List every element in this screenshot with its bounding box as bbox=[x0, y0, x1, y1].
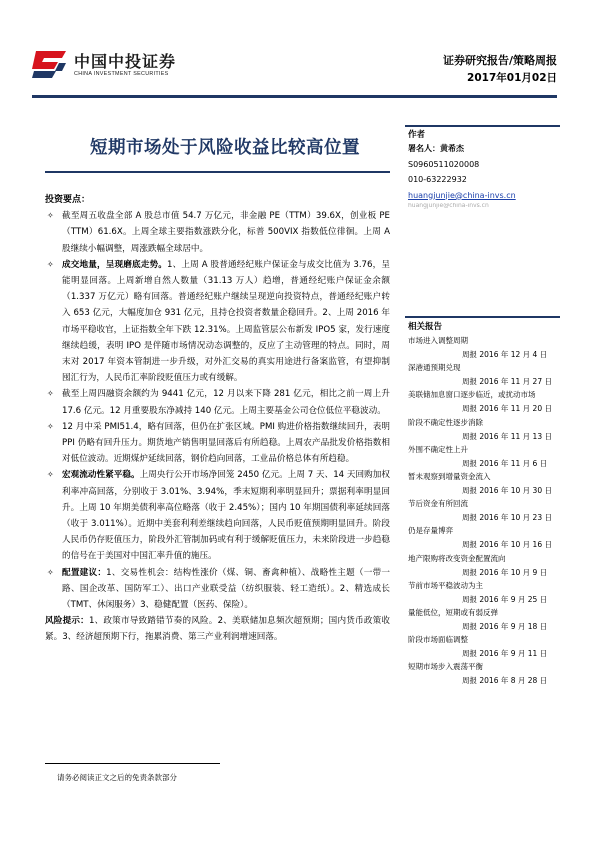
related-report-date: 周报 2016 年 10 月 23 日 bbox=[462, 513, 552, 523]
related-report-date: 周报 2016 年 9 月 25 日 bbox=[462, 594, 548, 604]
key-point-item bbox=[45, 419, 390, 468]
bullet-star-icon: ✧ bbox=[47, 211, 54, 221]
related-report-title: 美联储加息窗口逐步临近，或扰动市场 bbox=[408, 390, 536, 400]
related-report-title: 节前市场平稳波动为主 bbox=[408, 580, 483, 590]
related-report-item[interactable] bbox=[408, 498, 558, 525]
related-report-title: 外围不确定性上升 bbox=[408, 444, 468, 454]
related-report-date: 周报 2016 年 10 月 9 日 bbox=[462, 567, 548, 577]
related-report-item[interactable] bbox=[408, 580, 558, 607]
risk-label: 风险提示： bbox=[45, 616, 89, 627]
key-point-text: 上周央行公开市场净回笼 2450 亿元。上周 7 天、14 天回购加权利率冲高回落，分别收于 3.01%、3.94%，季末短期利率明显回升；票据利率明显回升。上周 10 年期美债利率高位略落（收于 2.45%）；国内 10 年期国债利率延续回落（收于 3.011%）。近期中美套利利差继续趋向回落，人民币贬值预期明显回升。阶段人民币仍存贬值压力，阶段外汇管制加码或有利于缓解贬值压力，未来阶段进一步趋稳的信号在于美国对中国汇率升值的施压。 bbox=[62, 470, 390, 562]
related-report-date: 周报 2016 年 10 月 30 日 bbox=[462, 485, 552, 495]
risk-warning bbox=[45, 613, 390, 645]
related-report-title: 暂未观察到增量资金流入 bbox=[408, 471, 491, 481]
footer-disclaimer: 请务必阅读正文之后的免责条款部分 bbox=[57, 773, 177, 782]
bullet-star-icon: ✧ bbox=[47, 470, 54, 480]
related-report-item[interactable] bbox=[408, 525, 558, 552]
related-report-item[interactable] bbox=[408, 389, 558, 416]
related-report-item[interactable] bbox=[408, 553, 558, 580]
report-title: 短期市场处于风险收益比较高位置 bbox=[90, 138, 360, 158]
risk-text: 1、政策市导致踏错节奏的风险。2、美联储加息频次超预期；国内货币政策收紧。3、经济超预期下行，拖累消费、第三产业利润增速回落。 bbox=[45, 616, 390, 643]
bullet-star-icon: ✧ bbox=[47, 421, 54, 431]
key-point-item bbox=[45, 257, 390, 387]
related-report-item[interactable] bbox=[408, 661, 558, 688]
related-report-date: 周报 2016 年 11 月 27 日 bbox=[462, 377, 552, 387]
related-report-title: 仍是存量博弈 bbox=[408, 526, 453, 536]
key-point-lead: 配置建议： bbox=[62, 567, 107, 578]
related-report-title: 量能低位，短期或有弱反弹 bbox=[408, 607, 498, 617]
key-point-item bbox=[45, 565, 390, 614]
related-heading: 相关报告 bbox=[408, 322, 443, 332]
related-report-date: 周报 2016 年 9 月 11 日 bbox=[462, 649, 548, 659]
author-heading: 作者 bbox=[408, 130, 426, 140]
related-report-date: 周报 2016 年 10 月 16 日 bbox=[462, 540, 552, 550]
company-logo-icon bbox=[32, 49, 68, 79]
author-phone: 010-63222932 bbox=[408, 175, 467, 184]
author-email-link[interactable]: huangjunjie@china-invs.cn bbox=[408, 190, 516, 200]
related-report-item[interactable] bbox=[408, 444, 558, 471]
key-point-lead: 宏观流动性紧平稳。 bbox=[62, 470, 140, 481]
report-type: 证券研究报告/策略周报 bbox=[442, 54, 557, 67]
report-date: 2017年01月02日 bbox=[467, 72, 557, 84]
related-report-item[interactable] bbox=[408, 607, 558, 634]
related-report-title: 阶段市场面临调整 bbox=[408, 635, 468, 645]
key-point-text: 1、交易性机会：结构性涨价（煤、铜、畜禽种植）、战略性主题（一带一路、国企改革、国防军工）、出口产业联受益（纺织服装、轻工造纸）。2、精选成长（TMT、休闲服务）3、稳健配置（医药、保险）。 bbox=[62, 567, 390, 611]
key-points-heading: 投资要点： bbox=[45, 195, 91, 205]
key-points-list bbox=[45, 208, 390, 613]
footer-rule bbox=[45, 763, 220, 764]
related-report-item[interactable] bbox=[408, 335, 558, 362]
key-point-item bbox=[45, 467, 390, 564]
related-report-item[interactable] bbox=[408, 362, 558, 389]
related-report-item[interactable] bbox=[408, 634, 558, 661]
related-report-date: 周报 2016 年 11 月 6 日 bbox=[462, 458, 548, 468]
main-content bbox=[45, 192, 390, 646]
related-report-date: 周报 2016 年 12 月 4 日 bbox=[462, 350, 548, 359]
bullet-star-icon: ✧ bbox=[47, 259, 54, 269]
related-report-title: 地产限购将改变资金配置流向 bbox=[408, 553, 506, 563]
related-report-item[interactable] bbox=[408, 417, 558, 444]
related-report-title: 阶段不确定性逐步消除 bbox=[408, 417, 483, 427]
company-name-en: CHINA INVESTMENT SECURITIES bbox=[74, 71, 169, 77]
author-block bbox=[408, 141, 558, 209]
author-name: 署名人：黄希杰 bbox=[408, 144, 464, 153]
key-point-text: 1、上周 A 股普通经纪账户保证金与成交比值为 3.76，呈能明显回落。上周新增自然人数量（31.13 万人）趋增，普通经纪账户保证金余额（1.337 万亿元）略有回落。普通经纪账户继续呈现逆向投资特点，普通经纪账户转入 653 亿元，大幅度加仓 931 亿元，且持仓投资者数量企稳回升。2、上周 2016 年市场平稳收官，上证指数全年下跌 12.31%。上周监管层公布新发 IPO5 家，发行速度继续趋缓，表明 IPO 是伴随市场情况动态调整的，反应了主动管理的特点。同时，周末对 2017 年资本管制进一步升级，对外汇交易的真实用途进行备案监管，有望抑制囤汇行为，人民币汇率阶段贬值压力或有缓解。 bbox=[62, 259, 390, 384]
related-rule bbox=[405, 316, 560, 318]
key-point-text: 12 月中采 PMI51.4，略有回落，但仍在扩张区域。PMI 购进价格指数继续回升，表明 PPI 仍略有回升压力。期货地产销售明显回落后有所趋稳。上周农产品批发价格指数相对低位波动。近期煤炉延续回落，钢价趋向回落，工业品价格总体有所趋稳。 bbox=[62, 421, 390, 465]
company-name-cn: 中国中投证券 bbox=[74, 52, 177, 71]
related-report-title: 短期市场步入震荡平衡 bbox=[408, 662, 483, 672]
title-rule bbox=[45, 171, 390, 173]
related-report-item[interactable] bbox=[408, 471, 558, 498]
related-report-date: 周报 2016 年 8 月 28 日 bbox=[462, 676, 548, 686]
related-report-title: 节后资金有所回流 bbox=[408, 499, 468, 509]
key-point-text: 截至上周四融资余额约为 9441 亿元，12 月以来下降 281 亿元，相比之前一周上升 17.6 亿元。12 月重要股东净减持 140 亿元。上周主要基金公司仓位低位平稳波动。 bbox=[62, 389, 390, 416]
author-license: S0960511020008 bbox=[408, 159, 480, 169]
key-point-item bbox=[45, 208, 390, 257]
author-extra: huangjunjie@china-invs.cn bbox=[408, 203, 489, 209]
related-report-date: 周报 2016 年 9 月 18 日 bbox=[462, 621, 548, 631]
related-report-title: 深港通预期兑现 bbox=[408, 363, 461, 373]
related-report-date: 周报 2016 年 11 月 20 日 bbox=[462, 404, 552, 414]
header-rule bbox=[32, 95, 557, 98]
related-reports-list bbox=[408, 335, 558, 688]
author-rule bbox=[405, 125, 560, 127]
related-report-title: 市场进入调整周期 bbox=[408, 336, 468, 345]
related-report-date: 周报 2016 年 11 月 13 日 bbox=[462, 431, 552, 441]
key-point-item bbox=[45, 386, 390, 418]
company-logo bbox=[32, 47, 192, 87]
key-point-text: 截至周五收盘全部 A 股总市值 54.7 万亿元，非金融 PE（TTM）39.6X，创业板 PE（TTM）61.6X。上周全球主要指数涨跌分化，标普 500VIX 指数低位徘徊。上周 A 股继续小幅调整，周涨跌幅全球居中。 bbox=[62, 211, 390, 254]
bullet-star-icon: ✧ bbox=[47, 389, 54, 399]
bullet-star-icon: ✧ bbox=[47, 567, 54, 577]
key-point-lead: 成交地量，呈现磨底走势。 bbox=[62, 259, 167, 270]
